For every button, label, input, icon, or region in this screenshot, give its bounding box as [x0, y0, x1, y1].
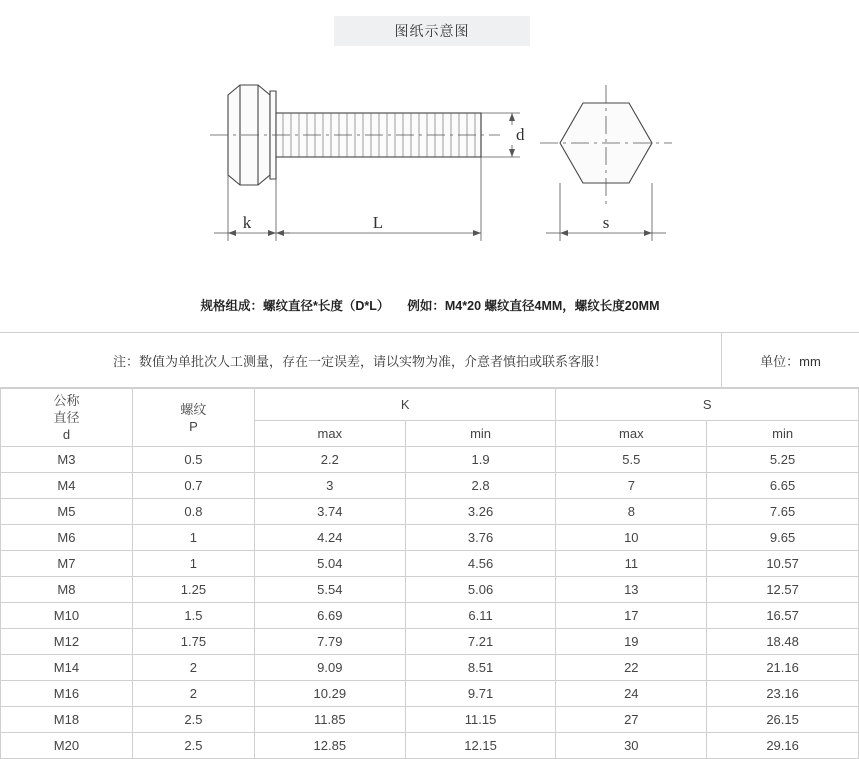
cell-k-min: 4.56	[405, 551, 556, 577]
cell-s-min: 23.16	[707, 681, 859, 707]
header-nominal-diameter-line3: d	[62, 427, 71, 442]
cell-k-min: 12.15	[405, 733, 556, 759]
label-head-height: k	[242, 213, 252, 232]
table-header-row-1	[1, 389, 859, 421]
note-text: 注：数值为单批次人工测量，存在一定误差，请以实物为准，介意者慎拍或联系客服！	[112, 353, 607, 369]
cell-k-max: 11.85	[254, 707, 405, 733]
cell-s-max: 24	[556, 681, 707, 707]
cell-s-min: 12.57	[707, 577, 859, 603]
cell-s-max: 27	[556, 707, 707, 733]
cell-k-min: 7.21	[405, 629, 556, 655]
cell-k-max: 3	[254, 473, 405, 499]
cell-k-max: 12.85	[254, 733, 405, 759]
cell-diameter: M12	[1, 629, 133, 655]
cell-k-min: 6.11	[405, 603, 556, 629]
table-row	[1, 447, 859, 473]
note-row	[0, 332, 859, 388]
title-banner	[334, 16, 530, 46]
header-thread-pitch	[132, 389, 254, 447]
table-row	[1, 551, 859, 577]
cell-s-min: 21.16	[707, 655, 859, 681]
cell-k-max: 5.54	[254, 577, 405, 603]
cell-k-max: 4.24	[254, 525, 405, 551]
table-body	[1, 447, 859, 759]
spec-composition-line	[160, 292, 700, 318]
cell-k-max: 5.04	[254, 551, 405, 577]
note-unit: 单位：mm	[721, 333, 859, 387]
cell-pitch: 0.5	[132, 447, 254, 473]
cell-diameter: M14	[1, 655, 133, 681]
header-k-group: K	[254, 389, 556, 421]
cell-diameter: M8	[1, 577, 133, 603]
table-row	[1, 707, 859, 733]
cell-pitch: 1	[132, 525, 254, 551]
table-row	[1, 577, 859, 603]
table-row	[1, 655, 859, 681]
cell-diameter: M7	[1, 551, 133, 577]
table-row	[1, 499, 859, 525]
cell-s-max: 5.5	[556, 447, 707, 473]
label-diameter: d	[516, 125, 525, 144]
label-across-flats: s	[602, 213, 610, 232]
cell-k-min: 9.71	[405, 681, 556, 707]
cell-s-max: 17	[556, 603, 707, 629]
cell-k-min: 1.9	[405, 447, 556, 473]
header-k-min: min	[405, 421, 556, 447]
cell-s-min: 18.48	[707, 629, 859, 655]
header-s-min: min	[707, 421, 859, 447]
cell-k-max: 2.2	[254, 447, 405, 473]
header-nominal-diameter	[1, 389, 133, 447]
cell-s-min: 6.65	[707, 473, 859, 499]
cell-s-max: 8	[556, 499, 707, 525]
spec-composition-text: 规格组成：螺纹直径*长度（D*L）	[200, 299, 390, 313]
header-thread-pitch-line1: 螺纹	[180, 401, 207, 417]
table-row	[1, 525, 859, 551]
cell-s-min: 26.15	[707, 707, 859, 733]
header-nominal-diameter-line2: 直径	[53, 410, 80, 425]
cell-diameter: M3	[1, 447, 133, 473]
cell-s-max: 7	[556, 473, 707, 499]
cell-s-max: 30	[556, 733, 707, 759]
spec-example-text: 例如：M4*20 螺纹直径4MM，螺纹长度20MM	[407, 299, 660, 313]
cell-s-min: 10.57	[707, 551, 859, 577]
cell-k-max: 7.79	[254, 629, 405, 655]
cell-pitch: 1	[132, 551, 254, 577]
cell-pitch: 0.7	[132, 473, 254, 499]
bolt-drawing-svg	[0, 55, 859, 270]
cell-diameter: M10	[1, 603, 133, 629]
cell-k-min: 3.26	[405, 499, 556, 525]
table-row	[1, 473, 859, 499]
header-nominal-diameter-line1: 公称	[53, 393, 80, 408]
header-thread-pitch-line2: P	[189, 418, 198, 434]
cell-pitch: 2.5	[132, 733, 254, 759]
specification-table	[0, 388, 859, 759]
cell-k-max: 10.29	[254, 681, 405, 707]
cell-diameter: M6	[1, 525, 133, 551]
cell-s-max: 19	[556, 629, 707, 655]
table-row	[1, 603, 859, 629]
cell-k-min: 2.8	[405, 473, 556, 499]
header-k-max: max	[254, 421, 405, 447]
cell-diameter: M5	[1, 499, 133, 525]
cell-k-min: 3.76	[405, 525, 556, 551]
cell-pitch: 2	[132, 655, 254, 681]
cell-s-max: 13	[556, 577, 707, 603]
cell-diameter: M18	[1, 707, 133, 733]
cell-pitch: 1.5	[132, 603, 254, 629]
cell-diameter: M20	[1, 733, 133, 759]
cell-s-max: 11	[556, 551, 707, 577]
cell-s-max: 22	[556, 655, 707, 681]
label-length: L	[372, 213, 384, 232]
bolt-drawing	[0, 55, 859, 270]
cell-pitch: 1.25	[132, 577, 254, 603]
cell-s-min: 29.16	[707, 733, 859, 759]
cell-k-max: 3.74	[254, 499, 405, 525]
cell-s-min: 16.57	[707, 603, 859, 629]
table-row	[1, 681, 859, 707]
title-banner-label: 图纸示意图	[394, 23, 470, 39]
cell-pitch: 0.8	[132, 499, 254, 525]
cell-diameter: M16	[1, 681, 133, 707]
cell-k-min: 11.15	[405, 707, 556, 733]
cell-k-max: 6.69	[254, 603, 405, 629]
cell-pitch: 1.75	[132, 629, 254, 655]
table-row	[1, 733, 859, 759]
cell-pitch: 2	[132, 681, 254, 707]
cell-s-min: 9.65	[707, 525, 859, 551]
cell-pitch: 2.5	[132, 707, 254, 733]
header-s-group: S	[556, 389, 859, 421]
cell-k-min: 8.51	[405, 655, 556, 681]
cell-k-max: 9.09	[254, 655, 405, 681]
cell-s-max: 10	[556, 525, 707, 551]
cell-diameter: M4	[1, 473, 133, 499]
cell-s-min: 5.25	[707, 447, 859, 473]
header-s-max: max	[556, 421, 707, 447]
table-row	[1, 629, 859, 655]
cell-s-min: 7.65	[707, 499, 859, 525]
cell-k-min: 5.06	[405, 577, 556, 603]
